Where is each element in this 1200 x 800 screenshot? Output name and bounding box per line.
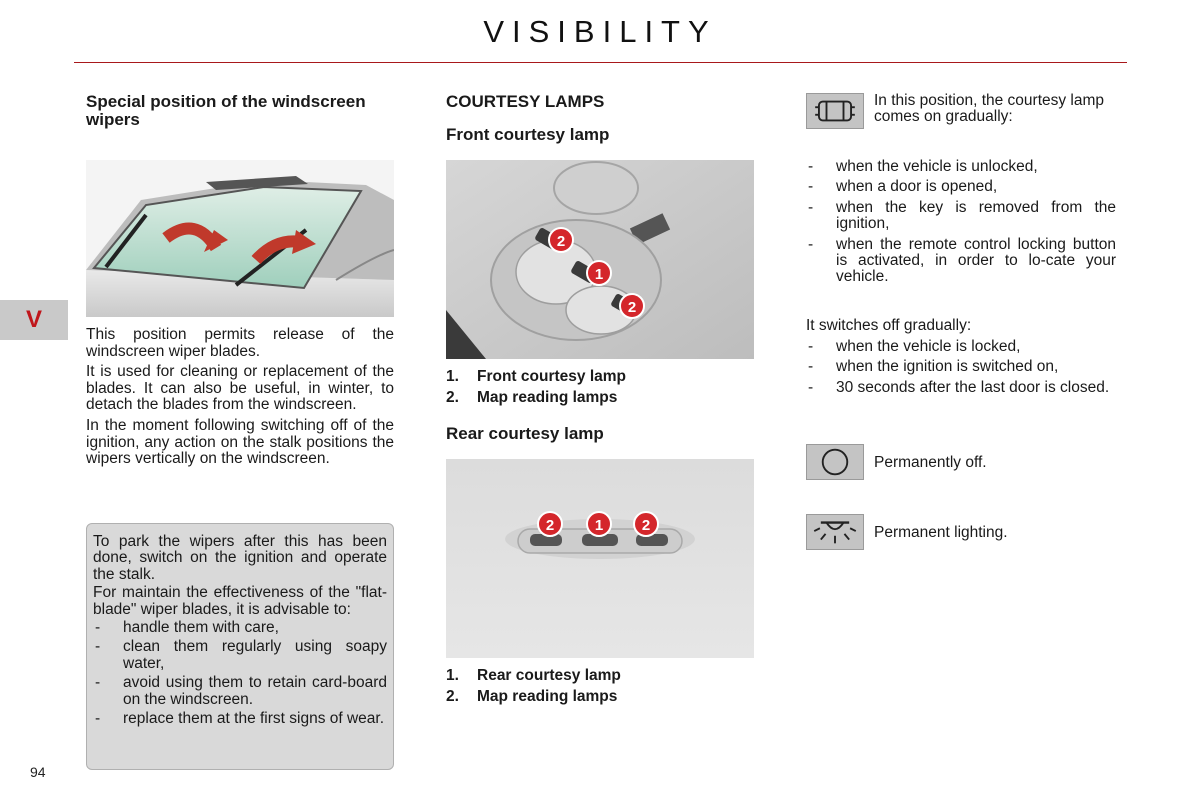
note-item: - replace them at the first signs of wear. — [93, 711, 387, 727]
callout-badge — [587, 512, 611, 536]
front-courtesy-lamp-photo — [446, 160, 754, 359]
legend-item — [446, 366, 754, 387]
wipers-description — [86, 327, 394, 472]
wipers-paragraph: It is used for cleaning or replacement of the blades. It can also be useful, in winter, to detach the blades from the windscreen. — [86, 363, 394, 414]
condition-item: - 30 seconds after the last door is closed. — [806, 380, 1116, 396]
legend-label: Map reading lamps — [477, 688, 618, 705]
gradual-on-text: In this position, the courtesy lamp comes on gradually: — [874, 92, 1105, 126]
callout-number: 1 — [594, 266, 604, 283]
wiper-care-note — [86, 523, 394, 770]
note-intro: To park the wipers after this has been done, switch on the ignition and operate the stalk. — [93, 533, 387, 583]
title-divider — [74, 62, 1127, 63]
rear-lamp-heading: Rear courtesy lamp — [446, 424, 604, 443]
condition-item: - when the vehicle is locked, — [806, 339, 1116, 355]
note-list — [93, 620, 387, 727]
callout-badge — [587, 261, 611, 285]
note-item: - clean them regularly using soapy water, — [93, 639, 387, 672]
switch-off-intro: It switches off gradually: — [806, 317, 972, 334]
callout-number: 2 — [627, 299, 637, 316]
circle-off-icon — [806, 444, 864, 480]
page-title: VISIBILITY — [483, 14, 717, 49]
permanent-lighting-text: Permanent lighting. — [874, 524, 1008, 541]
callout-badge — [620, 294, 644, 318]
front-lamp-heading: Front courtesy lamp — [446, 125, 610, 144]
condition-item: - when the ignition is switched on, — [806, 359, 1116, 375]
condition-item: - when the key is removed from the ignition, — [806, 200, 1116, 233]
callout-number: 2 — [556, 233, 566, 250]
permanently-off-text: Permanently off. — [874, 454, 987, 471]
callout-number: 1 — [594, 517, 604, 534]
chapter-tab-label: V — [25, 306, 42, 333]
legend-item — [446, 686, 754, 707]
legend-item — [446, 387, 754, 408]
legend-number: 1. — [446, 368, 459, 385]
legend-label: Rear courtesy lamp — [477, 667, 621, 684]
windscreen-wiper-illustration — [86, 160, 394, 317]
wipers-paragraph: This position permits release of the windscreen wiper blades. — [86, 326, 394, 360]
callout-badge — [634, 512, 658, 536]
legend-item — [446, 665, 754, 686]
legend-number: 2. — [446, 389, 459, 406]
switch-on-conditions — [806, 159, 1116, 290]
switch-off-conditions — [806, 339, 1116, 400]
condition-item: - when the remote control locking button is activated, in order to lo-cate your vehicle. — [806, 237, 1116, 286]
legend-label: Map reading lamps — [477, 389, 618, 406]
condition-item: - when a door is opened, — [806, 179, 1116, 195]
callout-badge — [538, 512, 562, 536]
callout-number: 2 — [545, 517, 555, 534]
door-position-icon — [806, 93, 864, 129]
wipers-heading: Special position of the windscreen wipers — [86, 92, 366, 129]
legend-number: 2. — [446, 688, 459, 705]
rear-lamp-legend — [446, 665, 754, 707]
legend-number: 1. — [446, 667, 459, 684]
note-intro-2: For maintain the effectiveness of the "flat-blade" wiper blades, it is advisable to: — [93, 584, 387, 618]
condition-item: - when the vehicle is unlocked, — [806, 159, 1116, 175]
legend-label: Front courtesy lamp — [477, 368, 626, 385]
rear-courtesy-lamp-photo — [446, 459, 754, 658]
page-number: 94 — [30, 764, 46, 780]
note-item: - avoid using them to retain card-board on the windscreen. — [93, 675, 387, 708]
courtesy-lamps-heading: COURTESY LAMPS — [446, 92, 605, 111]
note-item: - handle them with care, — [93, 620, 387, 636]
wipers-paragraph: In the moment following switching off of the ignition, any action on the stalk positions the wipers vertically on the windscreen. — [86, 416, 394, 468]
chapter-tab — [0, 300, 68, 340]
callout-number: 2 — [641, 517, 651, 534]
lamp-on-icon — [806, 514, 864, 550]
front-lamp-legend — [446, 366, 754, 408]
callout-badge — [549, 228, 573, 252]
